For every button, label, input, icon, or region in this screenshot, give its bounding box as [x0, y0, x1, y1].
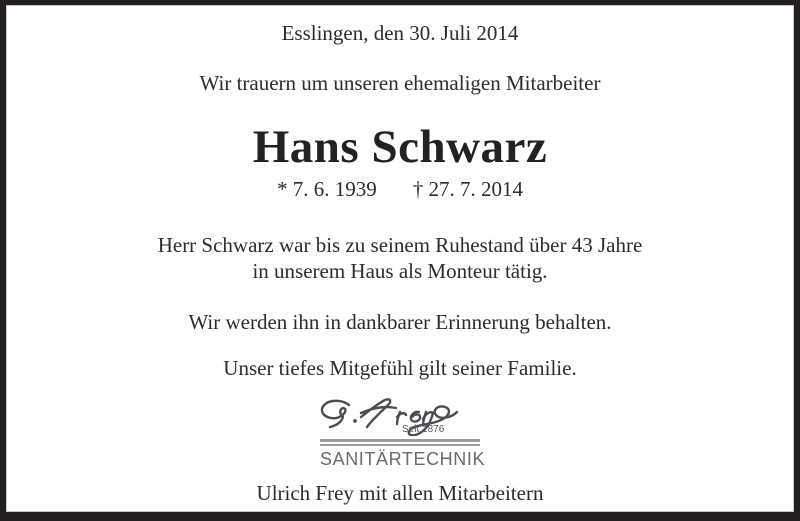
deceased-name: Hans Schwarz: [252, 121, 548, 173]
logo-rule-thin: [320, 444, 480, 446]
signoff-line: Ulrich Frey mit allen Mitarbeitern: [256, 481, 544, 505]
body-paragraph: [7, 232, 793, 284]
obituary-notice: [6, 5, 794, 512]
dateline: Esslingen, den 30. Juli 2014: [281, 21, 519, 45]
body-line-1: Herr Schwarz war bis zu seinem Ruhestand über 43 Jahre: [157, 233, 643, 257]
death-date: † 27. 7. 2014: [412, 177, 523, 201]
birth-date: * 7. 6. 1939: [277, 177, 377, 201]
remembrance-line: Wir werden ihn in dankbarer Erinnerung behalten.: [188, 310, 612, 334]
signature-row: [320, 395, 480, 437]
since-label: Seit 1876: [402, 424, 445, 435]
condolence-line: Unser tiefes Mitgefühl gilt seiner Familie.: [223, 356, 577, 380]
company-logo: [320, 395, 486, 469]
company-signature-icon: [317, 396, 467, 436]
life-dates: [7, 177, 793, 202]
body-line-2: in unserem Haus als Monteur tätig.: [252, 259, 548, 283]
company-tagline: SANITÄRTECHNIK: [320, 449, 486, 469]
intro-line: Wir trauern um unseren ehemaligen Mitarbeiter: [199, 71, 601, 95]
logo-divider: [320, 439, 480, 446]
